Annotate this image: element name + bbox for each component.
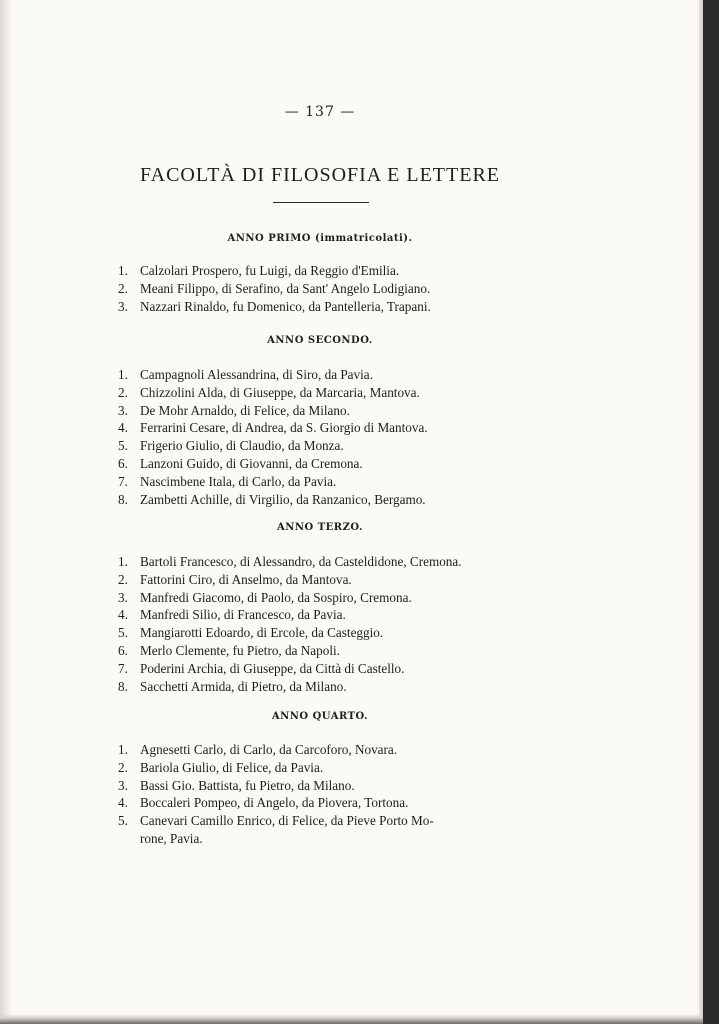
entry-text: De Mohr Arnaldo, di Felice, da Milano.	[140, 402, 350, 418]
section-subheading: (immatricolati).	[314, 233, 413, 244]
entry-text: Nazzari Rinaldo, fu Domenico, da Pantelleria, Trapani.	[140, 298, 431, 314]
entry-text: Zambetti Achille, di Virgilio, da Ranzanico, Bergamo.	[140, 491, 426, 507]
list-item	[118, 366, 518, 384]
list-item	[118, 437, 518, 455]
section-heading-primo	[0, 233, 640, 244]
list-item	[118, 491, 518, 509]
entry-number: 3.	[118, 402, 128, 418]
list-item	[118, 384, 518, 402]
entry-number: 7.	[118, 660, 128, 676]
entry-text: Manfredi Silio, di Francesco, da Pavia.	[140, 607, 346, 623]
entry-number: 4.	[118, 795, 128, 811]
list-item	[118, 642, 518, 660]
entry-text: Bariola Giulio, di Felice, da Pavia.	[140, 759, 324, 775]
list-item	[118, 280, 518, 298]
page-left-edge	[0, 0, 12, 1024]
entry-number: 4.	[118, 420, 128, 436]
list-item	[118, 794, 518, 812]
entry-text: Mangiarotti Edoardo, di Ercole, da Casteggio.	[140, 625, 384, 641]
entry-text: Bartoli Francesco, di Alessandro, da Casteldidone, Cremona.	[140, 554, 462, 569]
entry-text: Poderini Archia, di Giuseppe, da Città di Castello.	[140, 660, 405, 676]
student-list-secondo	[118, 366, 518, 508]
entry-text: Merlo Clemente, fu Pietro, da Napoli.	[140, 642, 340, 658]
list-item	[118, 812, 518, 848]
entry-text: Bassi Gio. Battista, fu Pietro, da Milano.	[140, 777, 355, 793]
list-item	[118, 759, 518, 777]
entry-number: 1.	[118, 554, 128, 569]
entry-text: Agnesetti Carlo, di Carlo, da Carcoforo, Novara.	[140, 742, 398, 757]
student-list-terzo	[118, 553, 518, 695]
section-heading-label: ANNO QUARTO.	[271, 711, 369, 722]
entry-text: Canevari Camillo Enrico, di Felice, da Pieve Porto Mo-	[140, 813, 434, 829]
entry-number: 1.	[118, 367, 128, 382]
student-list-primo	[118, 262, 518, 315]
entry-text: Calzolari Prospero, fu Luigi, da Reggio d'Emilia.	[140, 263, 400, 278]
entry-text: Campagnoli Alessandrina, di Siro, da Pavia.	[140, 367, 373, 382]
entry-text: Fattorini Ciro, di Anselmo, da Mantova.	[140, 571, 352, 587]
list-item	[118, 473, 518, 491]
entry-text: Manfredi Giacomo, di Paolo, da Sospiro, Cremona.	[140, 589, 412, 605]
page-bottom-edge	[0, 1014, 703, 1024]
page-number: — 137 —	[284, 104, 356, 120]
entry-number: 8.	[118, 678, 128, 694]
entry-number: 2.	[118, 571, 128, 587]
list-item	[118, 262, 518, 280]
title-divider	[273, 202, 369, 203]
entry-number: 3.	[118, 298, 128, 314]
list-item	[118, 402, 518, 420]
list-item	[118, 298, 518, 316]
entry-number: 6.	[118, 642, 128, 658]
entry-text: Lanzoni Guido, di Giovanni, da Cremona.	[140, 455, 363, 471]
entry-number: 4.	[118, 607, 128, 623]
list-item	[118, 553, 518, 571]
entry-number: 5.	[118, 438, 128, 454]
list-item	[118, 777, 518, 795]
entry-number: 1.	[118, 742, 128, 757]
entry-text: Sacchetti Armida, di Pietro, da Milano.	[140, 678, 347, 694]
entry-number: 2.	[118, 759, 128, 775]
page-title: FACOLTÀ DI FILOSOFIA E LETTERE	[140, 164, 500, 186]
entry-number: 6.	[118, 455, 128, 471]
section-heading-label: ANNO TERZO.	[276, 522, 363, 533]
entry-number: 5.	[118, 813, 128, 829]
entry-text: Meani Filippo, di Serafino, da Sant' Angelo Lodigiano.	[140, 280, 431, 296]
entry-number: 3.	[118, 589, 128, 605]
student-list-quarto	[118, 741, 518, 848]
entry-number: 2.	[118, 384, 128, 400]
section-heading-quarto	[0, 711, 640, 722]
entry-number: 3.	[118, 777, 128, 793]
section-heading-terzo	[0, 522, 640, 533]
list-item	[118, 678, 518, 696]
list-item	[118, 606, 518, 624]
entry-number: 1.	[118, 263, 128, 278]
entry-text: Chizzolini Alda, di Giuseppe, da Marcaria, Mantova.	[140, 384, 420, 400]
entry-number: 5.	[118, 625, 128, 641]
section-heading-label: ANNO PRIMO	[227, 233, 311, 244]
page-right-edge	[703, 0, 719, 1024]
entry-continuation: rone, Pavia.	[140, 830, 203, 846]
entry-number: 8.	[118, 491, 128, 507]
entry-text: Nascimbene Itala, di Carlo, da Pavia.	[140, 473, 337, 489]
list-item	[118, 660, 518, 678]
list-item	[118, 589, 518, 607]
entry-text: Boccaleri Pompeo, di Angelo, da Piovera, Tortona.	[140, 795, 409, 811]
list-item	[118, 571, 518, 589]
entry-text: Frigerio Giulio, di Claudio, da Monza.	[140, 438, 344, 454]
section-heading-secondo	[0, 335, 640, 346]
list-item	[118, 455, 518, 473]
entry-number: 2.	[118, 280, 128, 296]
section-heading-label: ANNO SECONDO.	[267, 335, 373, 346]
list-item	[118, 624, 518, 642]
list-item	[118, 741, 518, 759]
list-item	[118, 419, 518, 437]
entry-text: Ferrarini Cesare, di Andrea, da S. Giorgio di Mantova.	[140, 420, 428, 436]
entry-number: 7.	[118, 473, 128, 489]
